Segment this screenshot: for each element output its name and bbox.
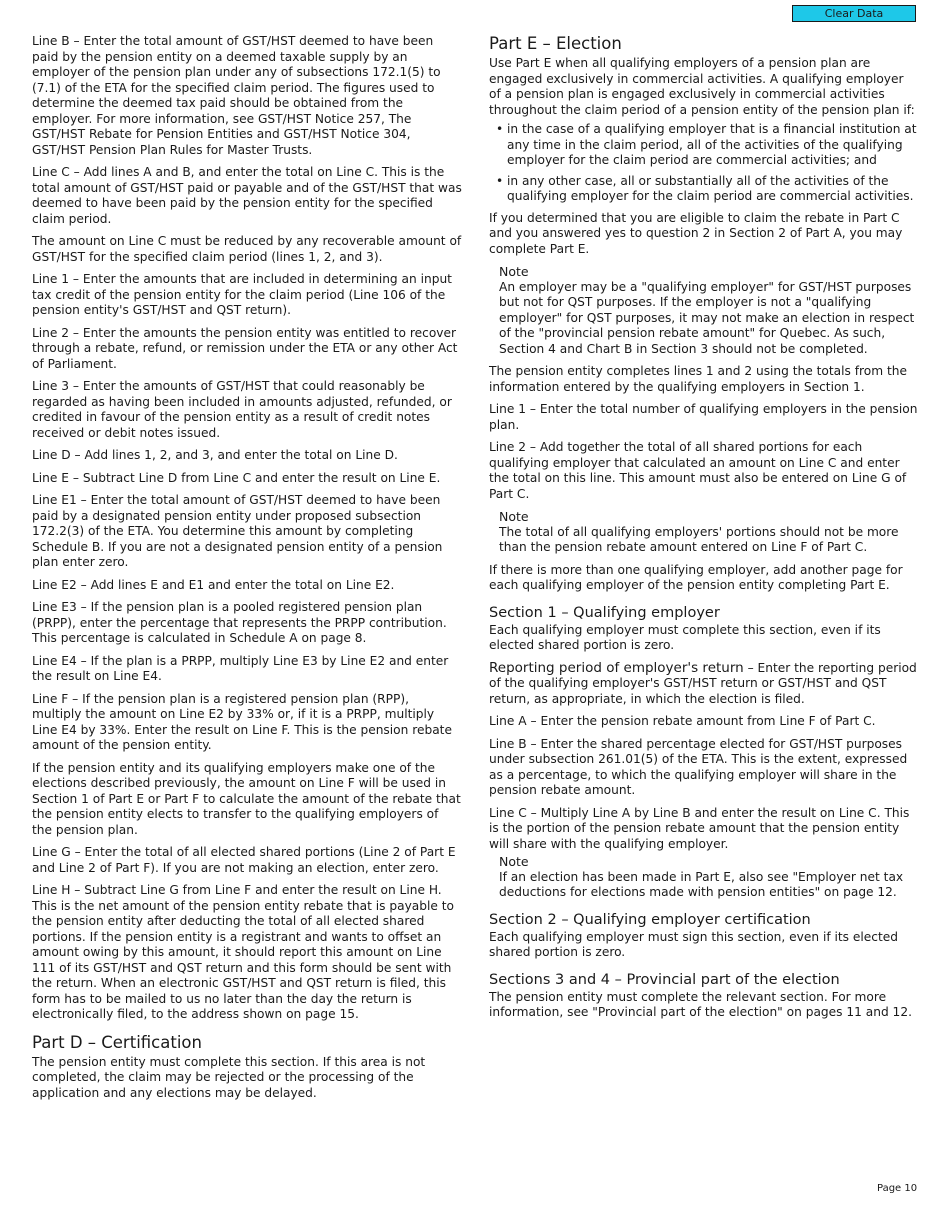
note-title: Note	[499, 264, 529, 279]
section-1-line-c: Line C – Multiply Line A by Line B and enter the result on Line C. This is the portion of the pension rebate amount that the pension entity will share with the qualifying employer.	[489, 805, 910, 851]
note-total-portions	[499, 509, 919, 556]
commercial-activities-list	[489, 122, 919, 205]
line-h-instructions: Line H – Subtract Line G from Line F and enter the result on Line H. This is the net amount of the pension entity rebate that is payable to the pension entity after deducting the total of all elected shared portions. If the pension entity is a registrant and wants to offset an amount owing by this amount, it should report this amount on Line 111 of its GST/HST and QST return and this form should be sent with the return. When an electronic GST/HST and QST return is filed, this form has to be mailed to us no later than the day the return is electronically filed, to the address shown on page 15.	[32, 883, 454, 1021]
line-g-instructions: Line G – Enter the total of all elected shared portions (Line 2 of Part E and Line 2 of Part F). If you are not making an election, enter zero.	[32, 845, 456, 875]
completes-lines-paragraph: The pension entity completes lines 1 and 2 using the totals from the information entered by the qualifying employers in Section 1.	[489, 364, 907, 394]
section-1-line-b: Line B – Enter the shared percentage elected for GST/HST purposes under subsection 261.01(5) of the ETA. This is the extent, expressed as a percentage, to which the qualifying employer will share in the pension rebate amount.	[489, 736, 908, 797]
part-e-line-2: Line 2 – Add together the total of all shared portions for each qualifying employer that calculated an amount on Line C and enter the total on this line. This amount must also be entered on Line G of Part C.	[489, 440, 907, 501]
reporting-period-lead: Reporting period of employer's return	[489, 659, 744, 676]
line-e1-instructions: Line E1 – Enter the total amount of GST/HST deemed to have been paid by a designated pension entity under proposed subsection 172.2(3) of the ETA. You determine this amount by completing Schedule B. If you are not a designated pension entity of a pension plan enter zero.	[32, 493, 443, 569]
note-text: If an election has been made in Part E, also see "Employer net tax deductions for elections made with pension entities" on page 12.	[499, 869, 904, 899]
line-f-instructions: Line F – If the pension plan is a registered pension plan (RPP), multiply the amount on Line E2 by 33% or, if it is a PRPP, multiply Line E4 by 33%. Enter the result on Line F. This is the pension rebate amount of the pension entity.	[32, 691, 452, 752]
line-c-reduction-note: The amount on Line C must be reduced by any recoverable amount of GST/HST for the specified claim period (lines 1, 2, and 3).	[32, 234, 462, 264]
line-c-instructions: Line C – Add lines A and B, and enter the total on Line C. This is the total amount of GST/HST paid or payable and of the GST/HST that was deemed to have been paid by the pension entity for the specified claim period.	[32, 165, 462, 226]
line-e3-instructions: Line E3 – If the pension plan is a pooled registered pension plan (PRPP), enter the percentage that represents the PRPP contribution. This percentage is calculated in Schedule A on page 8.	[32, 600, 447, 645]
reporting-period-instructions	[489, 661, 919, 708]
note-title: Note	[499, 509, 529, 524]
section-1-heading: Section 1 – Qualifying employer	[489, 604, 720, 621]
line-d-instructions: Line D – Add lines 1, 2, and 3, and enter the total on Line D.	[32, 448, 398, 462]
more-employers-paragraph: If there is more than one qualifying employer, add another page for each qualifying employer of the pension entity completing Part E.	[489, 562, 903, 592]
section-2-heading: Section 2 – Qualifying employer certification	[489, 911, 811, 928]
right-column	[489, 34, 919, 1028]
eligibility-paragraph: If you determined that you are eligible to claim the rebate in Part C and you answered yes to question 2 in Section 2 of Part A, you may complete Part E.	[489, 210, 903, 256]
section-1-line-a: Line A – Enter the pension rebate amount from Line F of Part C.	[489, 714, 876, 728]
note-net-tax-deductions	[499, 854, 919, 901]
note-title: Note	[499, 854, 529, 869]
note-text: The total of all qualifying employers' portions should not be more than the pension rebate amount entered on Line F of Part C.	[499, 524, 899, 554]
page-number: Page 10	[877, 1183, 918, 1194]
sections-3-4-heading: Sections 3 and 4 – Provincial part of the election	[489, 971, 840, 988]
part-d-text: The pension entity must complete this section. If this area is not completed, the claim may be rejected or the processing of the application and any elections may be delayed.	[32, 1054, 426, 1100]
clear-data-button[interactable]: Clear Data	[792, 5, 916, 22]
elections-paragraph: If the pension entity and its qualifying employers make one of the elections described previously, the amount on Line F will be used in Section 1 of Part E or Part F to calculate the amount of the rebate that the pension entity elects to transfer to the qualifying employers of the pension plan.	[32, 760, 461, 837]
list-item: • in the case of a qualifying employer that is a financial institution at any time in the claim period, all of the activities of the qualifying employer for the claim period are commercial activities; and	[507, 122, 919, 169]
note-text: An employer may be a "qualifying employer" for GST/HST purposes but not for QST purposes. If the employer is not a "qualifying employer" for QST purposes, it may not make an election in respect of the "provincial pension rebate amount" for Quebec. As such, Section 4 and Chart B in Section 3 should not be completed.	[499, 279, 915, 356]
section-1-text: Each qualifying employer must complete this section, even if its elected shared portion is zero.	[489, 622, 881, 652]
list-item: • in any other case, all or substantially all of the activities of the qualifying employer for the claim period are commercial activities.	[507, 174, 919, 205]
part-e-heading: Part E – Election	[489, 34, 622, 53]
line-3-instructions: Line 3 – Enter the amounts of GST/HST that could reasonably be regarded as having been included in amounts adjusted, refunded, or credited in favour of the pension entity as a result of credit notes received or debit notes issued.	[32, 379, 452, 440]
part-d-heading: Part D – Certification	[32, 1032, 202, 1052]
line-e4-instructions: Line E4 – If the plan is a PRPP, multiply Line E3 by Line E2 and enter the result on Line E4.	[32, 653, 449, 683]
reporting-period-text: – Enter the reporting period of the qualifying employer's GST/HST return or GST/HST and QST return, as appropriate, in which the election is filed.	[489, 660, 917, 706]
part-e-intro: Use Part E when all qualifying employers of a pension plan are engaged exclusively in commercial activities. A qualifying employer of a pension plan is engaged exclusively in commercial activities throughout the claim period of a pension entity of the pension plan if:	[489, 56, 915, 117]
left-column	[32, 34, 462, 1108]
line-1-instructions: Line 1 – Enter the amounts that are included in determining an input tax credit of the pension entity for the claim period (Line 106 of the pension entity's GST/HST and QST return).	[32, 272, 452, 317]
line-b-instructions: Line B – Enter the total amount of GST/HST deemed to have been paid by the pension entity on a deemed taxable supply by an employer of the pension plan under any of subsections 172.1(5) to (7.1) of the ETA for the specified claim period. The figures used to determine the deemed tax paid should be obtained from the employer. For more information, see GST/HST Notice 257, The GST/HST Rebate for Pension Entities and GST/HST Notice 304, GST/HST Pension Plan Rules for Master Trusts.	[32, 34, 441, 157]
line-e-instructions: Line E – Subtract Line D from Line C and enter the result on Line E.	[32, 470, 441, 485]
line-e2-instructions: Line E2 – Add lines E and E1 and enter the total on Line E2.	[32, 577, 395, 592]
sections-3-4-text: The pension entity must complete the relevant section. For more information, see "Provincial part of the election" on pages 11 and 12.	[489, 989, 912, 1019]
section-2-text: Each qualifying employer must sign this section, even if its elected shared portion is zero.	[489, 929, 898, 959]
part-e-line-1: Line 1 – Enter the total number of qualifying employers in the pension plan.	[489, 402, 918, 432]
note-qualifying-employer	[499, 264, 919, 357]
line-2-instructions: Line 2 – Enter the amounts the pension entity was entitled to recover through a rebate, refund, or remission under the ETA or any other Act of Parliament.	[32, 325, 458, 371]
